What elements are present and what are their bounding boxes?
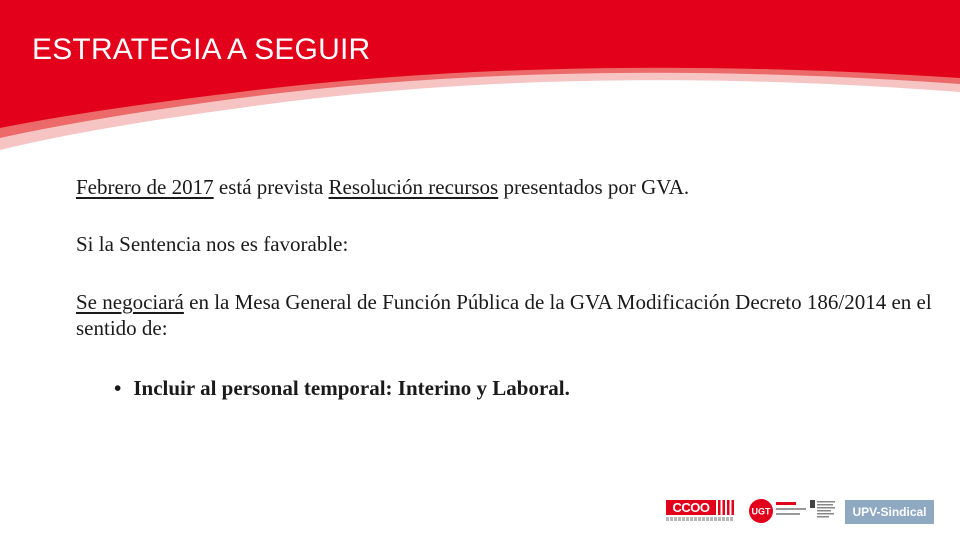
ugt-subtitle-icon bbox=[776, 501, 810, 521]
ccoo-subtitle-line bbox=[666, 517, 734, 521]
negociara-text: Se negociará bbox=[76, 290, 184, 314]
paragraph-sentencia: Si la Sentencia nos es favorable: bbox=[76, 232, 349, 256]
ccoo-logo bbox=[666, 500, 734, 524]
paragraph-resolucion bbox=[76, 174, 689, 200]
slide-title: ESTRATEGIA A SEGUIR bbox=[32, 33, 371, 66]
stes-logo-icon bbox=[810, 500, 836, 522]
paragraph-negociacion bbox=[76, 289, 936, 341]
resolucion-text: Resolución recursos bbox=[328, 175, 499, 199]
ugt-subtitle-lines bbox=[776, 501, 812, 524]
date-text: Febrero de 2017 bbox=[76, 175, 214, 199]
stes-logo bbox=[810, 500, 836, 523]
bullet-item bbox=[114, 376, 570, 401]
text-span: presentados por GVA. bbox=[498, 175, 690, 199]
ugt-logo bbox=[748, 498, 774, 524]
ugt-logo-text: UGT bbox=[751, 506, 771, 517]
text-span: está prevista bbox=[213, 175, 329, 199]
upv-sindical-logo: UPV-Sindical bbox=[845, 500, 934, 524]
text-span: en la Mesa General de Función Pública de la GVA Modificación Decreto 186/2014 en el sentido de: bbox=[76, 290, 932, 340]
header-band bbox=[0, 0, 960, 160]
bullet-text: Incluir al personal temporal: Interino y Laboral. bbox=[133, 376, 570, 400]
ccoo-bars-icon bbox=[718, 500, 734, 515]
bullet-dot-icon: • bbox=[114, 376, 122, 400]
ccoo-logo-text: CCOO bbox=[666, 500, 716, 515]
